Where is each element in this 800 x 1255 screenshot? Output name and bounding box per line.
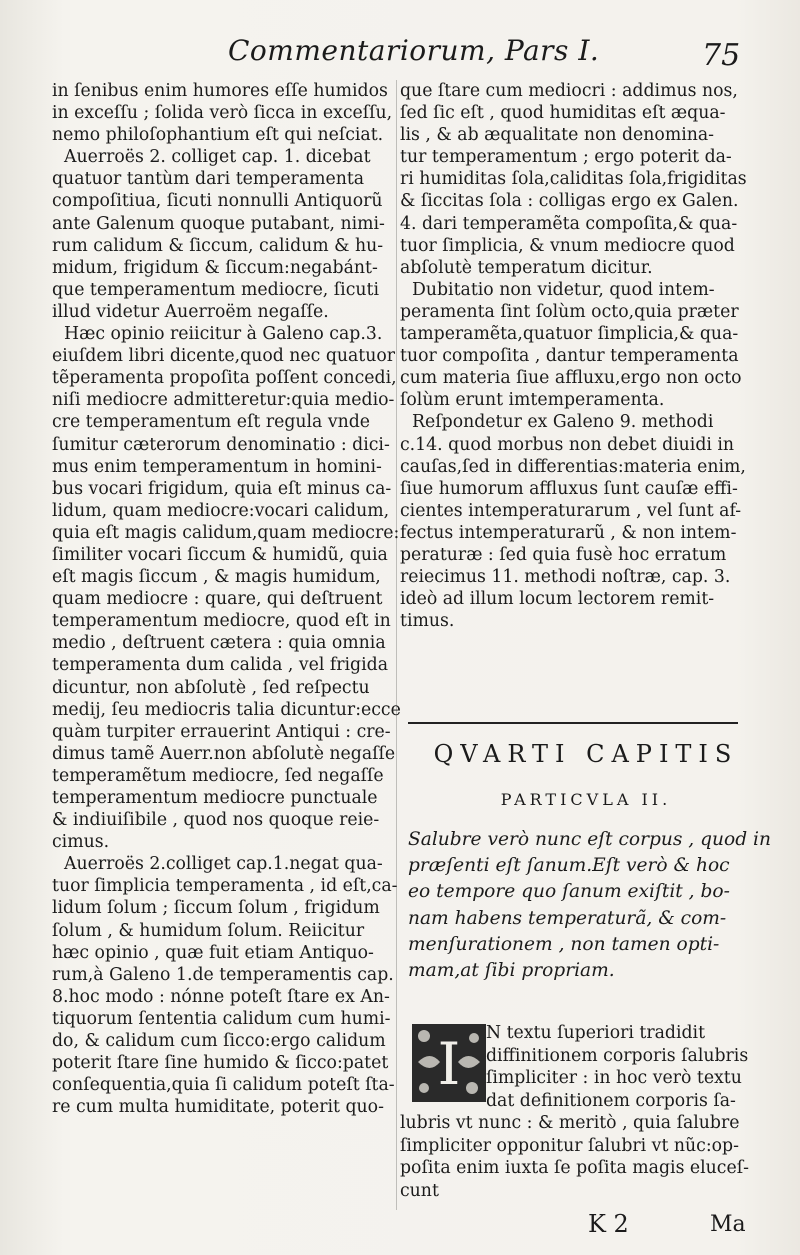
- text-line: rum calidum & ſiccum, calidum & hu-: [52, 235, 384, 256]
- text-line: fectus intemperaturarũ , & non intem-: [400, 522, 737, 543]
- text-line: in exceſſu ; ſolida verò ſicca in exceſſu,: [52, 103, 393, 124]
- closing-paragraph: [400, 1022, 772, 1202]
- text-line: eſt magis ſiccum , & magis humidum,: [52, 567, 381, 588]
- running-head: Commentariorum, Pars I.: [228, 34, 600, 67]
- particle-heading: PARTICVLA II.: [500, 790, 672, 809]
- text-line: 4. dari temperamẽta compoſita,& qua-: [400, 213, 738, 234]
- text-line: ſimiliter vocari ſiccum & humidũ, quia: [52, 544, 388, 565]
- text-line: lidum ſolum ; ſiccum ſolum , frigidum: [52, 898, 380, 919]
- text-line: quam mediocre : quare, qui deſtruent: [52, 589, 383, 610]
- right-column: [400, 80, 772, 632]
- text-line: temperamentum mediocre, quod eſt in: [52, 611, 391, 632]
- text-line: dimus tamẽ Auerr.non abſolutè negaſſe: [52, 743, 396, 764]
- page-number: 75: [702, 38, 741, 73]
- text-line: peraturæ : ſed quia fusè hoc erratum: [400, 544, 727, 565]
- text-line: re cum multa humiditate, poterit quo-: [52, 1097, 384, 1118]
- left-column: [52, 80, 401, 1118]
- text-line: conſequentia,quia ſi calidum poteſt ſta-: [52, 1075, 395, 1096]
- text-line: illud videtur Auerroëm negaſſe.: [52, 301, 329, 322]
- text-line: tẽperamenta propoſita poſſent concedi,: [52, 368, 397, 389]
- text-line: lubris vt nunc : & meritò , quia ſalubre: [400, 1113, 740, 1133]
- text-line: poterit ſtare ſine humido & ſicco:patet: [52, 1053, 389, 1074]
- text-line: & indiuiſibile , quod nos quoque reie-: [52, 810, 380, 831]
- text-line: tuor compoſita , dantur temperamenta: [400, 346, 739, 367]
- text-line: nam habens temperaturã, & com-: [408, 907, 727, 929]
- text-line: que ſtare cum mediocri : addimus nos,: [400, 81, 738, 101]
- text-line: N textu ſuperiori tradidit: [486, 1023, 706, 1043]
- chapter-caption: QVARTI CAPITIS: [433, 740, 739, 768]
- text-line: rum,à Galeno 1.de temperamentis cap.: [52, 964, 394, 985]
- text-line: mus enim temperamentum in homini-: [52, 456, 382, 477]
- text-line: tuor ſimplicia temperamenta , id eſt,ca-: [52, 876, 398, 897]
- text-line: peramenta ſint ſolùm octo,quia præter: [400, 301, 739, 322]
- text-line: do, & calidum cum ſicco:ergo calidum: [52, 1031, 386, 1052]
- page-footer: [0, 1210, 800, 1250]
- text-line: niſi mediocre admitteretur:quia medio-: [52, 390, 395, 411]
- text-line: midum, frigidum & ſiccum:negabánt-: [52, 257, 378, 278]
- text-line: cauſas,ſed in differentias:materia enim,: [400, 456, 746, 477]
- text-line: & ſiccitas ſola : colligas ergo ex Galen.: [400, 191, 739, 212]
- text-line: Reſpondetur ex Galeno 9. methodi: [412, 412, 714, 433]
- text-line: cunt: [400, 1180, 439, 1201]
- text-line: temperamenta dum calida , vel frigida: [52, 655, 388, 676]
- text-line: dat definitionem corporis ſa-: [486, 1090, 736, 1111]
- column-divider: [396, 80, 397, 1210]
- text-line: cum materia ſiue affluxu,ergo non octo: [400, 368, 742, 389]
- text-line: lis , & ab æqualitate non denomina-: [400, 125, 715, 146]
- text-line: quatuor tantùm dari temperamenta: [52, 169, 365, 190]
- text-line: cimus.: [52, 832, 110, 853]
- text-line: reiecimus 11. methodi noſtræ, cap. 3.: [400, 567, 731, 588]
- text-line: ſolùm erunt imtemperamenta.: [400, 390, 665, 411]
- text-line: in ſenibus enim humores eſſe humidos: [52, 81, 388, 101]
- text-line: eiuſdem libri dicente,quod nec quatuor: [52, 346, 396, 367]
- italic-text-block: [408, 827, 778, 984]
- text-line: poſita enim iuxta ſe poſita magis eluceſ-: [400, 1158, 749, 1178]
- text-line: medio , deſtruent cætera : quia omnia: [52, 633, 386, 654]
- text-line: bus vocari frigidum, quia eſt minus ca-: [52, 478, 392, 499]
- page-header: [0, 28, 800, 88]
- text-line: cre temperamentum eſt regula vnde: [52, 412, 371, 433]
- text-line: c.14. quod morbus non debet diuidi in: [400, 434, 735, 455]
- text-line: dicuntur, non abſolutè , ſed reſpectu: [52, 677, 370, 698]
- text-line: abſolutè temperatum dicitur.: [400, 257, 653, 278]
- text-line: temperamentum mediocre punctuale: [52, 788, 378, 808]
- text-line: tuor ſimplicia, & vnum mediocre quod: [400, 235, 735, 256]
- text-line: ſimpliciter opponitur ſalubri vt nũc:op-: [400, 1135, 739, 1156]
- text-line: ante Galenum quoque putabant, nimi-: [52, 213, 385, 234]
- text-line: quia eſt magis calidum,quam mediocre:: [52, 522, 400, 543]
- text-line: lidum, quam mediocre:vocari calidum,: [52, 500, 390, 521]
- text-line: quàm turpiter errauerint Antiqui : cre-: [52, 721, 391, 742]
- text-line: que temperamentum mediocre, ſicuti: [52, 279, 379, 300]
- signature-mark: K 2: [588, 1210, 629, 1238]
- text-line: tiquorum ſententia calidum cum humi-: [52, 1008, 391, 1029]
- text-line: ſiue humorum affluxus ſunt cauſæ effi-: [400, 478, 738, 499]
- text-line: timus.: [400, 611, 455, 632]
- text-line: 8.hoc modo : nónne poteſt ſtare ex An-: [52, 986, 390, 1007]
- text-line: ſed ſic eſt , quod humiditas eſt æqua-: [400, 103, 726, 124]
- text-line: Salubre verò nunc eſt corpus , quod in: [408, 829, 771, 850]
- text-line: nemo philoſophantium eſt qui neſciat.: [52, 125, 384, 146]
- text-line: medij, ſeu mediocris talia dicuntur:ecce: [52, 699, 401, 720]
- text-line: temperamẽtum mediocre, ſed negaſſe: [52, 765, 384, 786]
- text-line: ſumitur cæterorum denominatio : dici-: [52, 434, 390, 455]
- section-rule: [408, 722, 738, 724]
- text-line: ſolum , & humidum ſolum. Reiicitur: [52, 920, 365, 941]
- text-line: compoſitiua, ſicuti nonnulli Antiquorũ: [52, 191, 383, 212]
- text-line: ri humiditas ſola,caliditas ſola,frigiditas: [400, 169, 747, 190]
- text-line: præſenti eſt ſanum.Eſt verò & hoc: [408, 855, 730, 877]
- text-line: menſurationem , non tamen opti-: [408, 933, 720, 955]
- text-line: cientes intemperaturarum , vel ſunt af-: [400, 500, 742, 521]
- text-line: eo tempore quo ſanum exiſtit , bo-: [408, 881, 730, 903]
- drop-cap-letter: I: [437, 1030, 461, 1098]
- text-line: tur temperamentum ; ergo poterit da-: [400, 147, 732, 168]
- text-line: hæc opinio , quæ fuit etiam Antiquo-: [52, 942, 374, 963]
- catchword: Ma: [710, 1212, 746, 1237]
- text-line: ideò ad illum locum lectorem remit-: [400, 589, 715, 610]
- text-line: ſimpliciter : in hoc verò textu: [486, 1068, 742, 1088]
- text-line: Auerroës 2. colliget cap. 1. dicebat: [64, 147, 371, 168]
- text-line: Hæc opinio reiicitur à Galeno cap.3.: [64, 324, 383, 345]
- text-line: tamperamẽta,quatuor ſimplicia,& qua-: [400, 324, 739, 345]
- text-line: diffinitionem corporis ſalubris: [486, 1045, 749, 1066]
- text-line: mam,at ſibi propriam.: [408, 959, 615, 981]
- text-line: Dubitatio non videtur, quod intem-: [412, 279, 715, 300]
- text-line: Auerroës 2.colliget cap.1.negat qua-: [64, 854, 383, 875]
